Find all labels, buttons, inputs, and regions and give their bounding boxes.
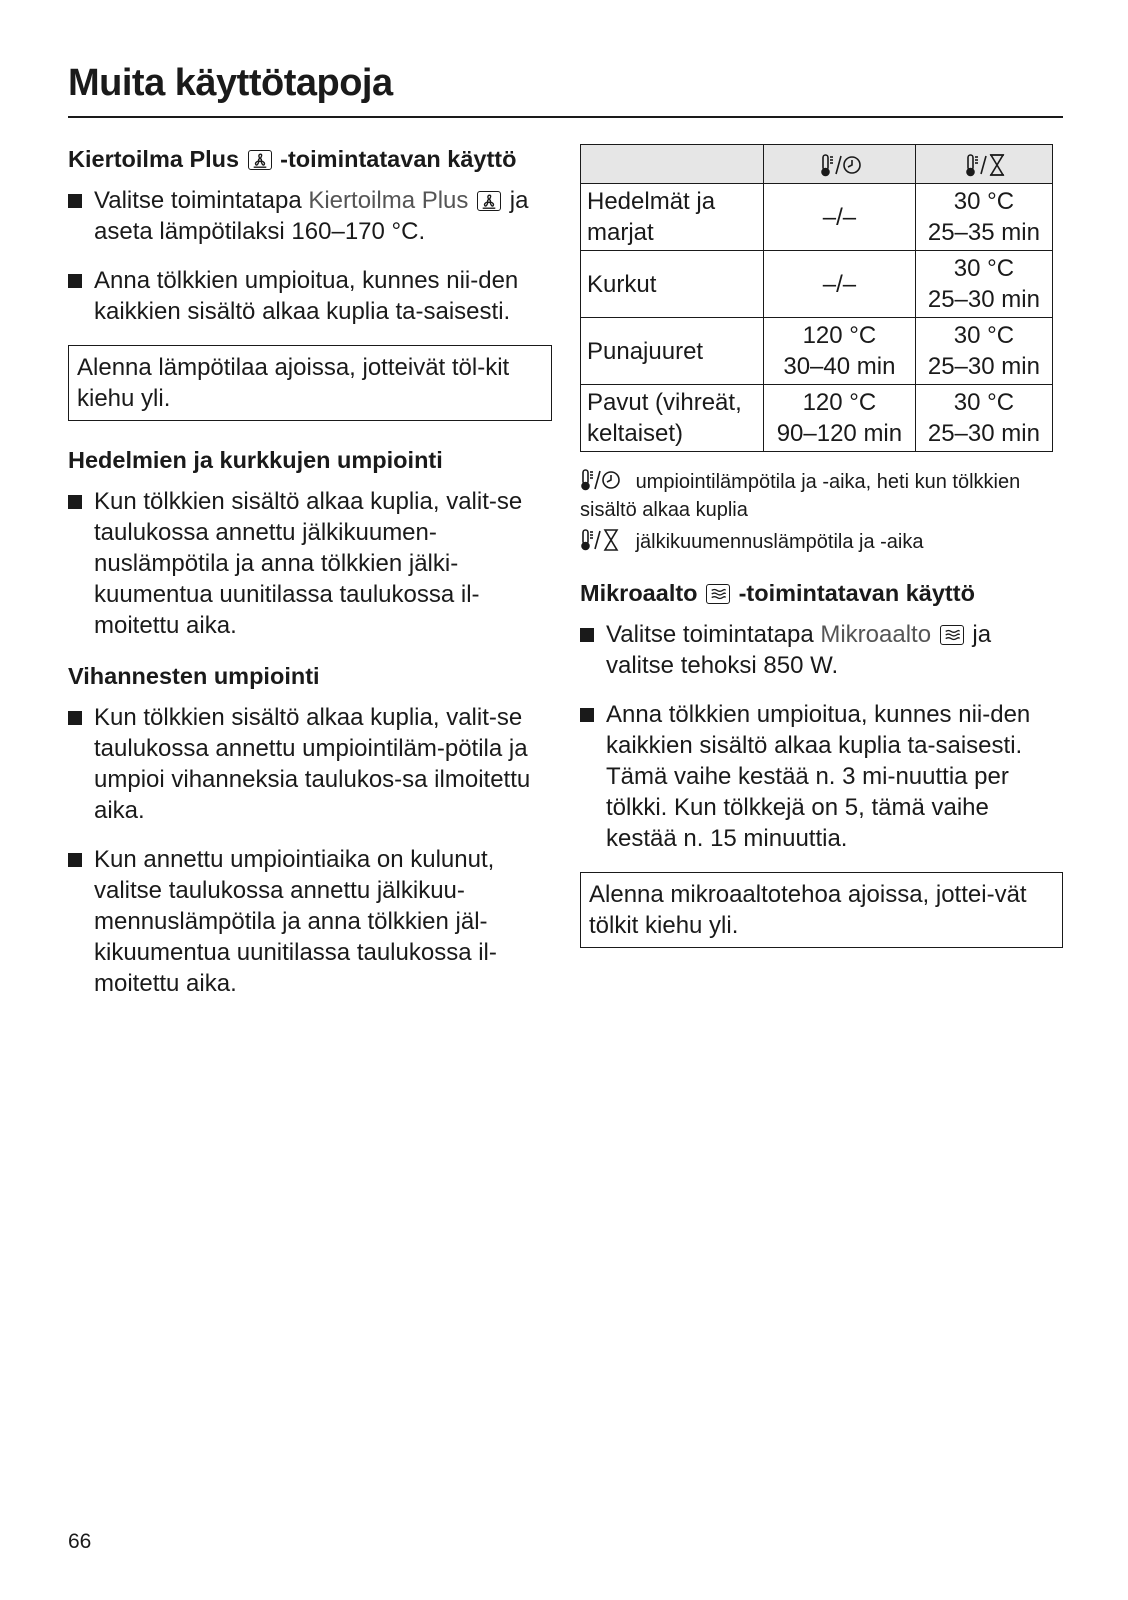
thermometer-hourglass-icon: [915, 145, 1052, 184]
table-cell: –/–: [764, 251, 916, 318]
thermometer-hourglass-icon: [580, 528, 630, 552]
legend-line-2: jälkikuumennuslämpötila ja -aika: [580, 528, 1063, 556]
bullet-square: [68, 194, 82, 208]
table-header-row: [581, 145, 1053, 184]
list-item: Kun tölkkien sisältö alkaa kuplia, valit-se taulukossa annettu umpiointiläm-pötila ja umpioi vihanneksia taulukos-sa ilmoitettu aika.: [68, 702, 552, 826]
bullet-square: [68, 711, 82, 725]
table-cell: 30 °C 25–35 min: [915, 184, 1052, 251]
section-heading-vegetables: Vihannesten umpiointi: [68, 663, 320, 689]
table-cell: 120 °C 30–40 min: [764, 318, 916, 385]
list-item: Kun annettu umpiointiaika on kulunut, valitse taulukossa annettu jälkikuu-mennuslämpötila ja anna tölkkien jäl-kikuumentua uunitilassa taulukossa il-moitettu aika.: [68, 844, 552, 999]
table-cell: Hedelmät ja marjat: [581, 184, 764, 251]
list-item: Anna tölkkien umpioitua, kunnes nii-den kaikkien sisältö alkaa kuplia ta-saisesti. Tämä vaihe kestää n. 3 mi-nuuttia per tölkki. Kun tölkkejä on 5, tämä vaihe kestää n. 15 minuuttia.: [580, 699, 1063, 854]
section-heading-fan-plus: Kiertoilma Plus -toimintatavan käyttö: [68, 146, 517, 172]
table-cell: Kurkut: [581, 251, 764, 318]
bullet-square: [68, 853, 82, 867]
table-row: [581, 385, 1053, 452]
list-item: Valitse toimintatapa Kiertoilma Plus ja aseta lämpötilaksi 160–170 °C.: [68, 185, 552, 247]
left-column: [68, 144, 552, 1017]
table-cell: –/–: [764, 184, 916, 251]
table-cell: 30 °C 25–30 min: [915, 385, 1052, 452]
table-header-blank: [581, 145, 764, 184]
table-cell: 30 °C 25–30 min: [915, 318, 1052, 385]
microwave-icon: [706, 584, 730, 604]
table-cell: 120 °C 90–120 min: [764, 385, 916, 452]
section-heading-microwave: Mikroaalto -toimintatavan käyttö: [580, 580, 975, 606]
section-heading-fruits: Hedelmien ja kurkkujen umpiointi: [68, 447, 443, 473]
table-row: [581, 318, 1053, 385]
list-item: Kun tölkkien sisältö alkaa kuplia, valit-se taulukossa annettu jälkikuumen-nuslämpötila ja anna tölkkien jälki-kuumentua uunitilassa taulukossa il-moitettu aika.: [68, 486, 552, 641]
legend-line-1: umpiointilämpötila ja -aika, heti kun tölkkien sisältö alkaa kuplia: [580, 468, 1063, 524]
list-item: Valitse toimintatapa Mikroaalto ja valitse tehoksi 850 W.: [580, 619, 1063, 681]
page-number: 66: [68, 1530, 92, 1553]
bullet-square: [68, 274, 82, 288]
thermometer-clock-icon: [764, 145, 916, 184]
table-cell: Punajuuret: [581, 318, 764, 385]
bullet-square: [68, 495, 82, 509]
page-title: Muita käyttötapoja: [68, 62, 393, 104]
title-divider: [68, 116, 1063, 118]
note-box: Alenna lämpötilaa ajoissa, jotteivät töl-kit kiehu yli.: [68, 345, 552, 421]
thermometer-clock-icon: [580, 468, 630, 492]
bullet-square: [580, 708, 594, 722]
fan-plus-icon: [477, 191, 501, 211]
table-cell: Pavut (vihreät, keltaiset): [581, 385, 764, 452]
table-row: [581, 251, 1053, 318]
table-cell: 30 °C 25–30 min: [915, 251, 1052, 318]
canning-table: [580, 144, 1053, 452]
table-row: [581, 184, 1053, 251]
list-item: Anna tölkkien umpioitua, kunnes nii-den kaikkien sisältö alkaa kuplia ta-saisesti.: [68, 265, 552, 327]
note-box: Alenna mikroaaltotehoa ajoissa, jottei-vät tölkit kiehu yli.: [580, 872, 1063, 948]
microwave-icon: [940, 625, 964, 645]
fan-plus-icon: [248, 150, 272, 170]
right-column: [580, 144, 1063, 972]
bullet-square: [580, 628, 594, 642]
